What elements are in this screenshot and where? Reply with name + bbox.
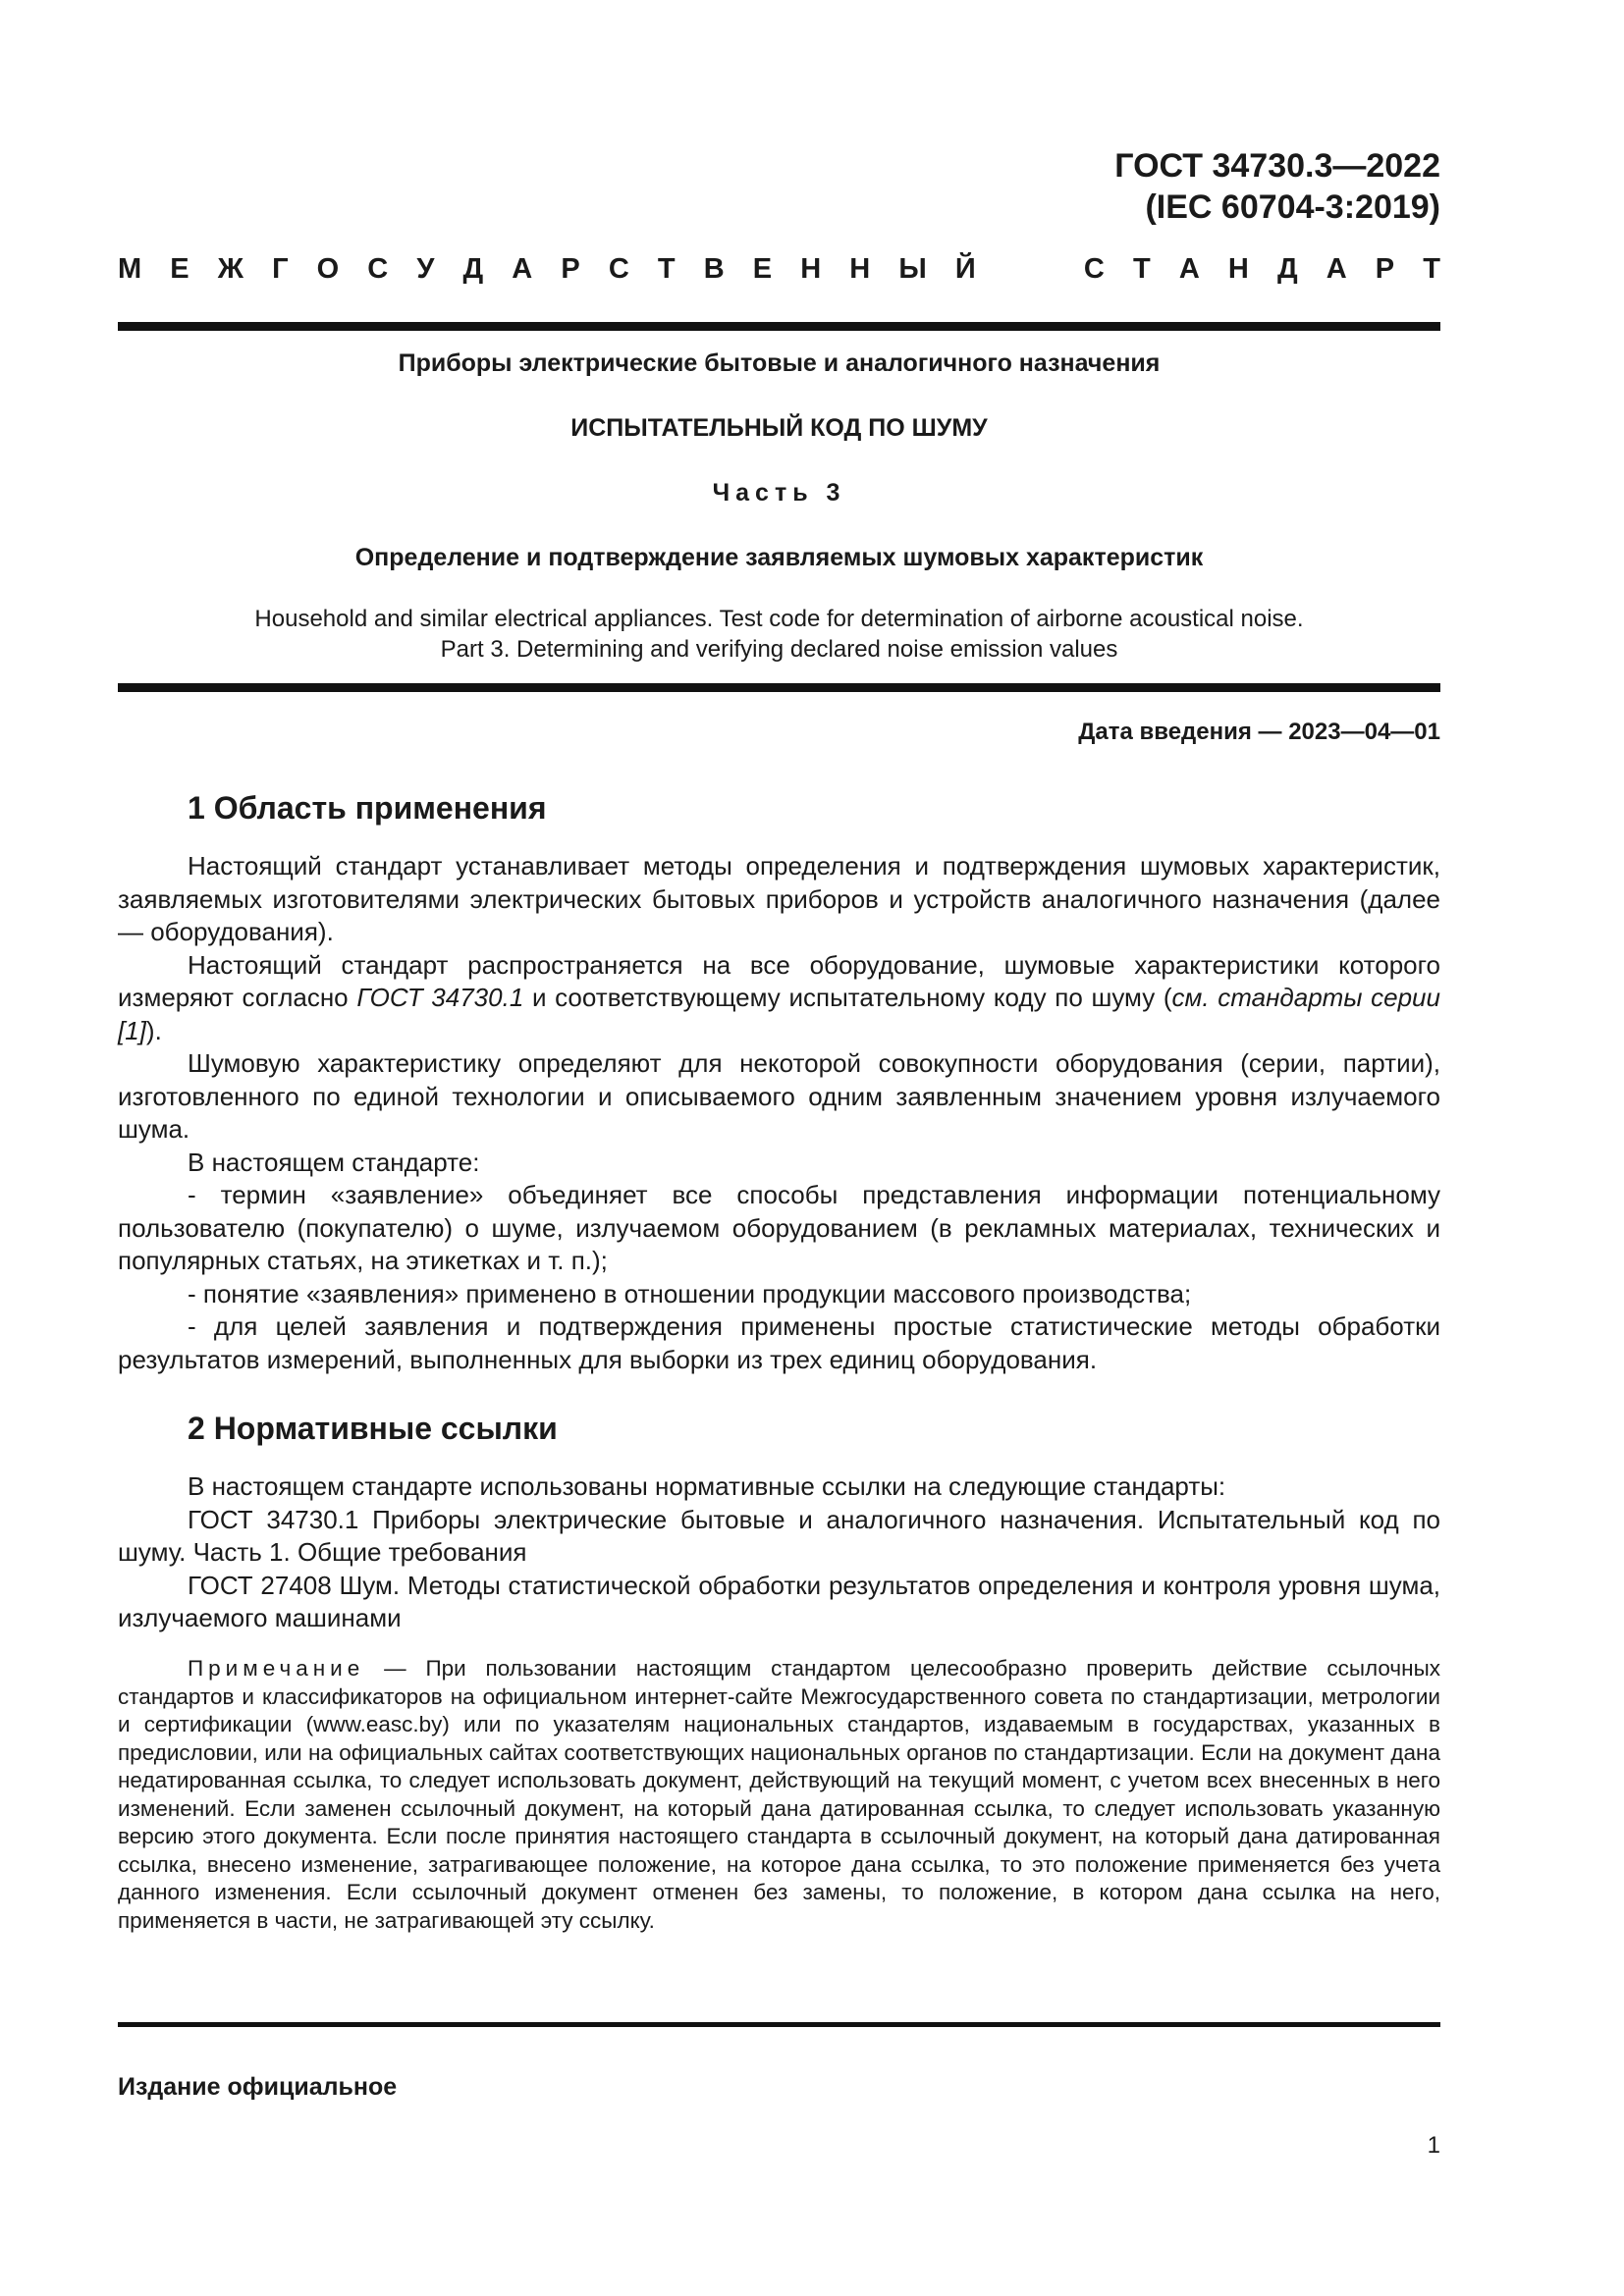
standard-type-heading (118, 253, 1440, 286)
note-block (118, 1655, 1440, 1935)
heading-letter: Р (561, 253, 580, 285)
heading-letter: Р (1375, 253, 1395, 285)
section-2-heading: 2 Нормативные ссылки (188, 1411, 558, 1446)
section-1-list-item-3: - для целей заявления и подтверждения применены простые статистические методы обработки результатов измерений, выполненных для выборки из трех единиц оборудования. (118, 1311, 1440, 1374)
title-general: Приборы электрические бытовые и аналогичного назначения (398, 349, 1161, 377)
section-1-paragraph-4: В настоящем стандарте: (188, 1147, 480, 1177)
section-1-paragraph-3: Шумовую характеристику определяют для некоторой совокупности оборудования (серии, партии), изготовленного по единой технологии и описываемого одним заявленным значением уровня излучаемого шума. (118, 1048, 1440, 1144)
heading-letter: М (118, 253, 142, 285)
heading-letter: А (1178, 253, 1200, 285)
section-1-paragraph-1: Настоящий стандарт устанавливает методы определения и подтверждения шумовых характеристик, заявляемых изготовителями электрических бытовых приборов и устройств аналогичного назначения (далее — оборудования). (118, 851, 1440, 946)
introduction-date: Дата введения — 2023—04—01 (1078, 719, 1440, 745)
heading-letter: Ж (217, 253, 244, 285)
section-2-reference-1: ГОСТ 34730.1 Приборы электрические бытовые и аналогичного назначения. Испытательный код по шуму. Часть 1. Общие требования (118, 1504, 1440, 1567)
section-1-list-item-1: - термин «заявление» объединяет все способы представления информации потенциальному пользователю (покупателю) о шуме, излучаемом оборудованием (в рекламных материалах, технических и популярных статьях, на этикетках и т. п.); (118, 1180, 1440, 1275)
section-1-heading: 1 Область применения (188, 790, 547, 826)
top-rule (118, 322, 1440, 331)
heading-letter: Н (849, 253, 871, 285)
title-english (118, 604, 1440, 665)
note-paragraph (118, 1655, 1440, 1935)
section-1-body (118, 850, 1440, 1376)
heading-letter: А (512, 253, 533, 285)
heading-letter: У (416, 253, 435, 285)
heading-letter: Г (272, 253, 289, 285)
section-1-list-item-2: - понятие «заявления» применено в отношении продукции массового производства; (188, 1278, 1192, 1308)
heading-letter: С (367, 253, 389, 285)
heading-letter: Т (657, 253, 676, 285)
note-label: Примечание (188, 1656, 365, 1681)
section-2-body (118, 1470, 1440, 1635)
section-1-paragraph-2: Настоящий стандарт распространяется на все оборудование, шумовые характеристики которого измеряют согласно ГОСТ 34730.1 и соответствующему испытательному коду по шуму (см. стандарты серии [1]). (118, 949, 1440, 1045)
title-main: ИСПЫТАТЕЛЬНЫЙ КОД ПО ШУМУ (570, 414, 988, 442)
gost-number: ГОСТ 34730.3—2022 (1114, 147, 1440, 185)
heading-letter: Т (1132, 253, 1151, 285)
page-number: 1 (1427, 2132, 1440, 2159)
document-page (118, 0, 1440, 2296)
heading-letter: Ы (898, 253, 927, 285)
heading-letter: Н (1227, 253, 1249, 285)
title-english-line2: Part 3. Determining and verifying declared noise emission values (440, 636, 1118, 663)
word-gap (1004, 253, 1056, 286)
section-2-reference-2: ГОСТ 27408 Шум. Методы статистической обработки результатов определения и контроля уровня шума, излучаемого машинами (118, 1570, 1440, 1632)
title-english-line1: Household and similar electrical appliances. Test code for determination of airborne acoustical noise. (254, 606, 1304, 632)
heading-letter: Н (800, 253, 822, 285)
heading-letter: Д (1276, 253, 1298, 285)
heading-letter: В (703, 253, 725, 285)
official-edition-label: Издание официальное (118, 2073, 398, 2101)
heading-letter: С (608, 253, 629, 285)
heading-letter: Д (462, 253, 484, 285)
reference-series-1: см. стандарты серии [1] (118, 983, 1440, 1045)
reference-gost-34730-1: ГОСТ 34730.1 (356, 983, 524, 1012)
title-part: Часть 3 (712, 479, 846, 507)
heading-letter: С (1083, 253, 1105, 285)
document-id (1114, 145, 1440, 228)
heading-letter: Т (1423, 253, 1440, 285)
heading-letter: А (1326, 253, 1347, 285)
heading-letter: Е (170, 253, 189, 285)
note-text: — При пользовании настоящим стандартом целесообразно проверить действие ссылочных стандартов и классификаторов на официальном интернет-сайте Межгосударственного совета по стандартизации, метрологии и сертификации (www.easc.by) или по указателям национальных стандартов, издаваемым в государствах, указанных в предисловии, или на официальных сайтах соответствующих национальных органов по стандартизации. Если на документ дана недатированная ссылка, то следует использовать документ, действующий на текущий момент, с учетом всех внесенных в него изменений. Если заменен ссылочный документ, на который дана датированная ссылка, то следует использовать указанную версию этого документа. Если после принятия настоящего стандарта в ссылочный документ, на который дана датированная ссылка, внесено изменение, затрагивающее положение, на которое дана ссылка, то это положение применяется без учета данного изменения. Если ссылочный документ отменен без замены, то положение, в котором дана ссылка на него, применяется в части, не затрагивающей эту ссылку. (118, 1656, 1440, 1933)
section-2-paragraph-1: В настоящем стандарте использованы нормативные ссылки на следующие стандарты: (188, 1471, 1226, 1501)
footer-rule (118, 2022, 1440, 2027)
title-sub: Определение и подтверждение заявляемых шумовых характеристик (354, 544, 1204, 571)
heading-letter: Й (954, 253, 976, 285)
heading-letter: О (316, 253, 340, 285)
heading-letter: Е (752, 253, 773, 285)
iec-number: (IEC 60704-3:2019) (1145, 188, 1440, 226)
title-bottom-rule (118, 683, 1440, 692)
